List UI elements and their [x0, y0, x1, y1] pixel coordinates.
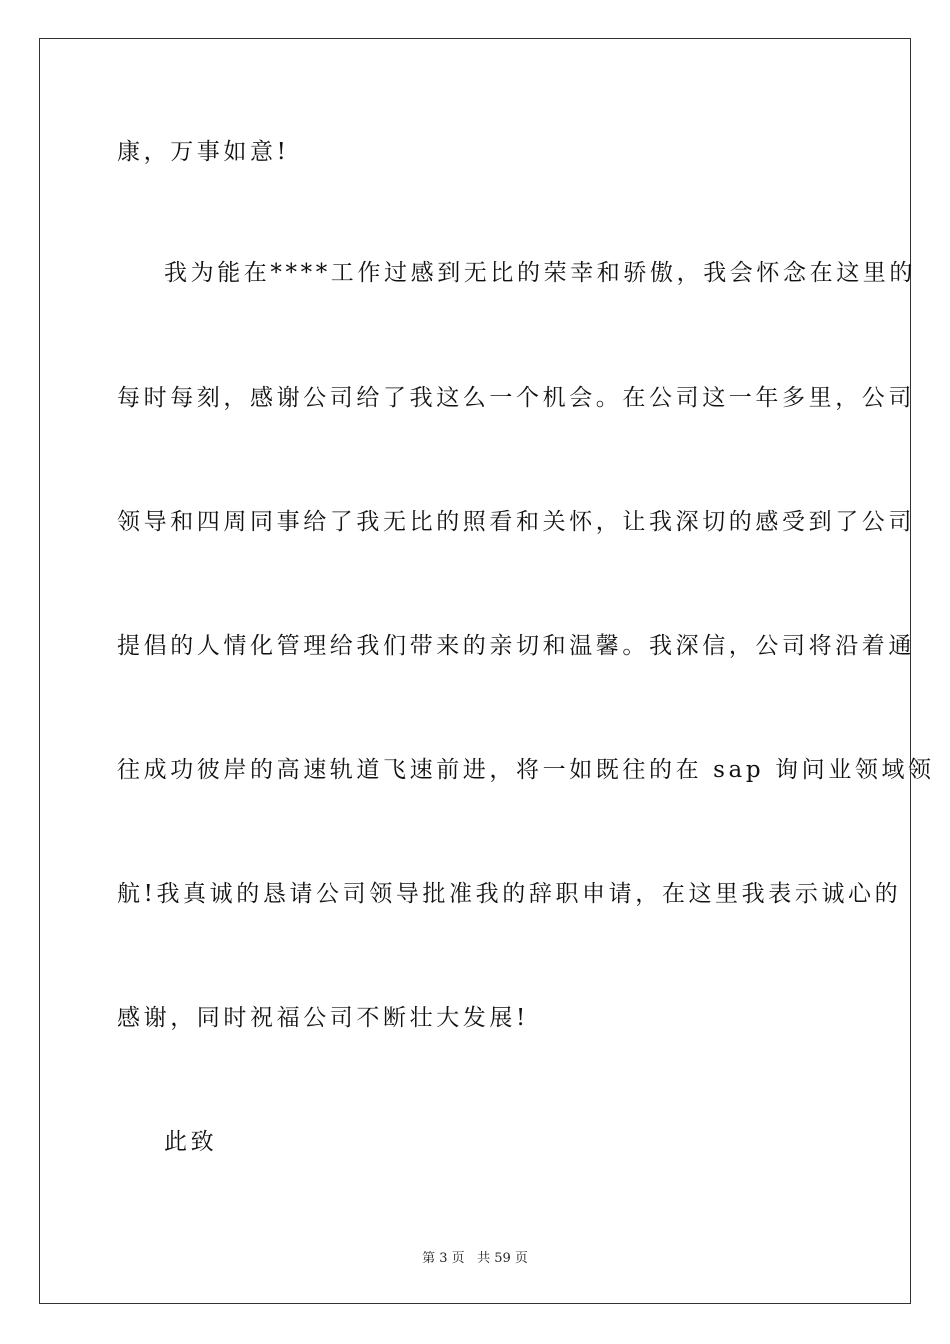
page-footer	[0, 1247, 950, 1266]
closing-salutation: 此致	[164, 1129, 218, 1155]
text-line-1: 康，万事如意!	[117, 139, 290, 165]
text-line-6: 往成功彼岸的高速轨道飞速前进，将一如既往的在 sap 询问业领域领	[117, 757, 935, 783]
page-frame	[39, 38, 911, 1304]
text-line-8: 感谢，同时祝福公司不断壮大发展!	[117, 1005, 529, 1031]
page-number: 第 3 页	[422, 1251, 465, 1266]
text-line-3: 每时每刻，感谢公司给了我这么一个机会。在公司这一年多里，公司	[117, 385, 915, 411]
text-line-7: 航!我真诚的恳请公司领导批准我的辞职申请，在这里我表示诚心的	[117, 881, 902, 907]
text-line-4: 领导和四周同事给了我无比的照看和关怀，让我深切的感受到了公司	[117, 509, 915, 535]
page-total: 共 59 页	[477, 1251, 528, 1266]
text-line-5: 提倡的人情化管理给我们带来的亲切和温馨。我深信，公司将沿着通	[117, 633, 915, 659]
text-line-2: 我为能在****工作过感到无比的荣幸和骄傲，我会怀念在这里的	[164, 260, 916, 286]
